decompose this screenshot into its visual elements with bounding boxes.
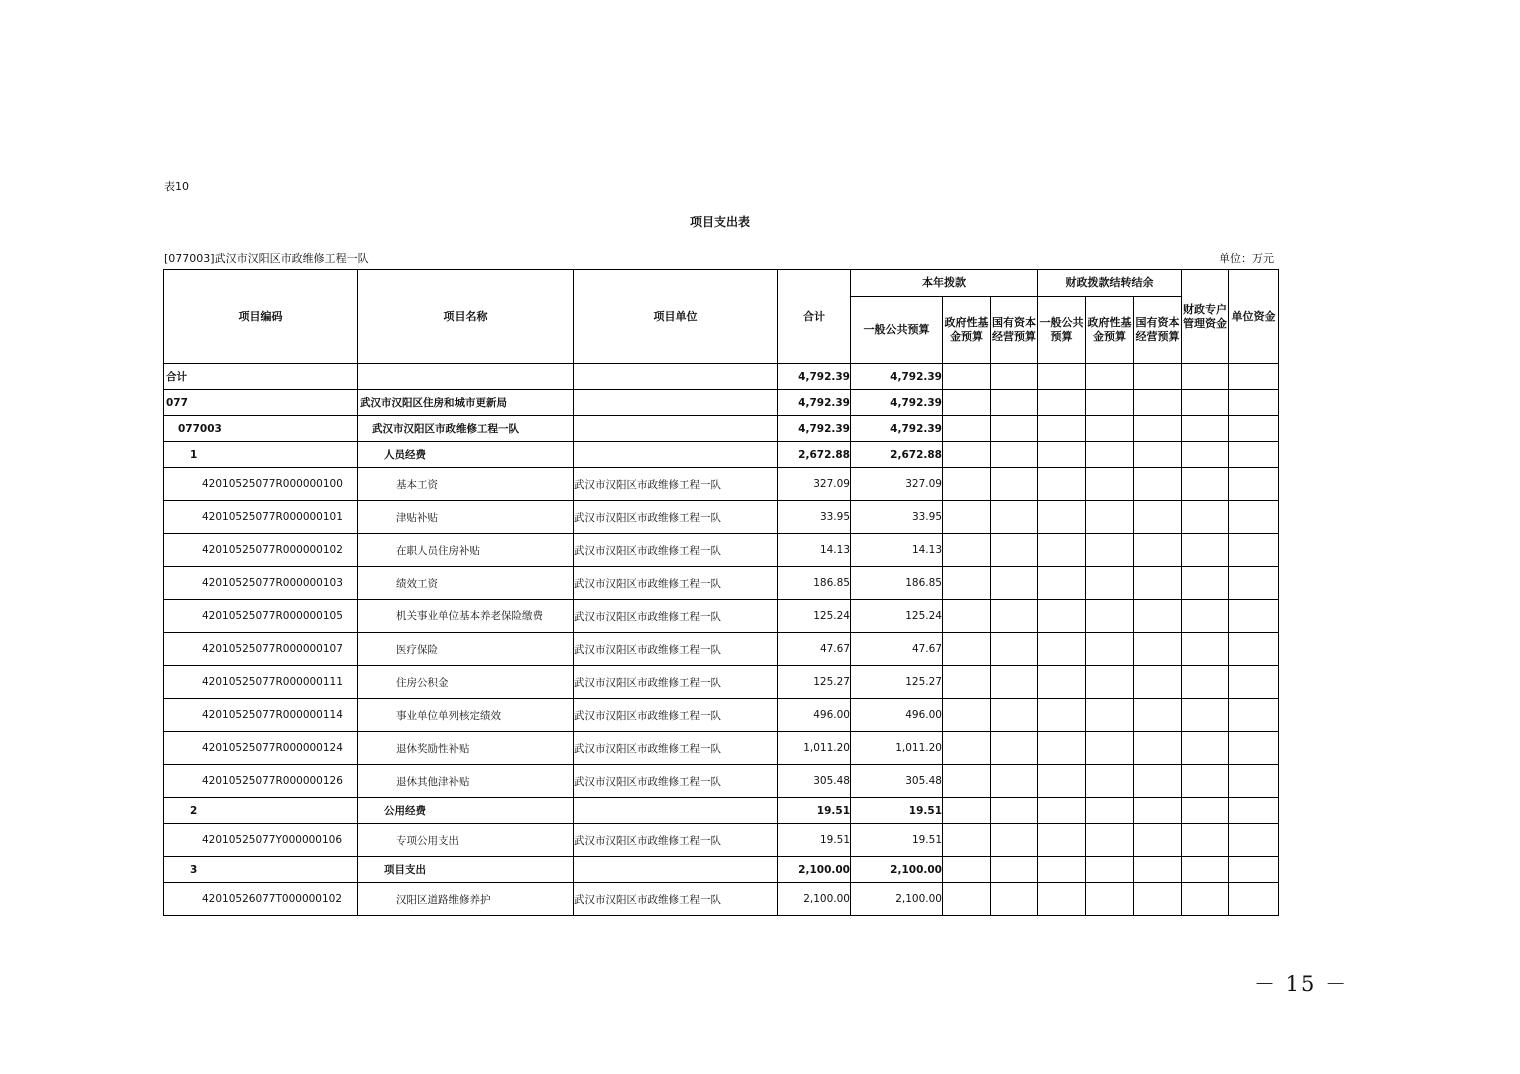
cell-empty — [1229, 442, 1279, 468]
cell-empty — [1182, 857, 1229, 883]
cell-empty — [1134, 798, 1182, 824]
table-row — [164, 534, 1279, 567]
header-general-budget-carryover: 一般公共预算 — [1038, 297, 1086, 364]
cell-empty — [1086, 442, 1134, 468]
cell-empty — [1229, 699, 1279, 732]
header-state-capital: 国有资本经营预算 — [991, 297, 1038, 364]
cell-empty — [1038, 534, 1086, 567]
cell-general-budget: 2,100.00 — [851, 883, 943, 916]
cell-empty — [1086, 501, 1134, 534]
cell-empty — [943, 699, 991, 732]
cell-empty — [1182, 633, 1229, 666]
cell-empty — [1038, 666, 1086, 699]
cell-name: 在职人员住房补贴 — [358, 534, 574, 567]
cell-empty — [991, 732, 1038, 765]
cell-total: 2,672.88 — [778, 442, 851, 468]
cell-empty — [1182, 534, 1229, 567]
cell-empty — [1134, 732, 1182, 765]
cell-empty — [991, 857, 1038, 883]
cell-empty — [1038, 468, 1086, 501]
page-title: 项目支出表 — [689, 215, 750, 229]
cell-empty — [1134, 567, 1182, 600]
cell-unit — [574, 416, 778, 442]
table-row — [164, 857, 1279, 883]
cell-empty — [1229, 824, 1279, 857]
header-unit: 项目单位 — [574, 270, 778, 364]
cell-empty — [1086, 567, 1134, 600]
cell-code: 42010525077R000000124 — [164, 732, 358, 765]
cell-empty — [943, 798, 991, 824]
cell-empty — [991, 534, 1038, 567]
cell-empty — [1229, 765, 1279, 798]
cell-name: 公用经费 — [358, 798, 574, 824]
cell-empty — [1038, 732, 1086, 765]
cell-name: 退休奖励性补贴 — [358, 732, 574, 765]
cell-empty — [1134, 416, 1182, 442]
cell-unit: 武汉市汉阳区市政维修工程一队 — [574, 765, 778, 798]
table-row — [164, 468, 1279, 501]
cell-empty — [943, 468, 991, 501]
cell-empty — [1182, 732, 1229, 765]
table-number: 表10 — [164, 180, 189, 193]
table-row — [164, 600, 1279, 633]
cell-empty — [1182, 666, 1229, 699]
cell-total: 125.24 — [778, 600, 851, 633]
cell-empty — [1038, 600, 1086, 633]
cell-total: 305.48 — [778, 765, 851, 798]
cell-empty — [1229, 468, 1279, 501]
table-row — [164, 364, 1279, 390]
table-row — [164, 798, 1279, 824]
cell-empty — [1229, 798, 1279, 824]
cell-general-budget: 19.51 — [851, 824, 943, 857]
cell-name — [358, 364, 574, 390]
cell-total: 327.09 — [778, 468, 851, 501]
table-row — [164, 416, 1279, 442]
cell-empty — [943, 666, 991, 699]
header-code: 项目编码 — [164, 270, 358, 364]
cell-name: 人员经费 — [358, 442, 574, 468]
cell-code: 42010525077Y000000106 — [164, 824, 358, 857]
cell-empty — [991, 824, 1038, 857]
organization-label: [077003]武汉市汉阳区市政维修工程一队 — [164, 252, 369, 265]
cell-empty — [943, 442, 991, 468]
cell-unit — [574, 442, 778, 468]
cell-empty — [1038, 567, 1086, 600]
cell-empty — [991, 442, 1038, 468]
cell-empty — [1229, 416, 1279, 442]
cell-empty — [1086, 600, 1134, 633]
cell-empty — [1086, 633, 1134, 666]
cell-empty — [991, 883, 1038, 916]
cell-empty — [1134, 824, 1182, 857]
cell-general-budget: 327.09 — [851, 468, 943, 501]
cell-empty — [943, 600, 991, 633]
cell-code: 42010525077R000000102 — [164, 534, 358, 567]
cell-general-budget: 2,100.00 — [851, 857, 943, 883]
cell-unit: 武汉市汉阳区市政维修工程一队 — [574, 824, 778, 857]
cell-unit — [574, 857, 778, 883]
cell-name: 专项公用支出 — [358, 824, 574, 857]
cell-empty — [943, 390, 991, 416]
table-row — [164, 732, 1279, 765]
cell-empty — [1182, 501, 1229, 534]
cell-general-budget: 33.95 — [851, 501, 943, 534]
cell-total: 4,792.39 — [778, 364, 851, 390]
cell-unit: 武汉市汉阳区市政维修工程一队 — [574, 534, 778, 567]
cell-empty — [1038, 883, 1086, 916]
cell-empty — [1134, 765, 1182, 798]
header-unit-fund: 单位资金 — [1229, 270, 1279, 364]
header-state-capital-carryover: 国有资本经营预算 — [1134, 297, 1182, 364]
cell-name: 医疗保险 — [358, 633, 574, 666]
cell-empty — [991, 567, 1038, 600]
cell-unit — [574, 364, 778, 390]
cell-empty — [1134, 534, 1182, 567]
cell-empty — [1086, 666, 1134, 699]
cell-general-budget: 186.85 — [851, 567, 943, 600]
cell-general-budget: 2,672.88 — [851, 442, 943, 468]
cell-empty — [991, 468, 1038, 501]
cell-name: 汉阳区道路维修养护 — [358, 883, 574, 916]
cell-empty — [1182, 600, 1229, 633]
cell-empty — [1038, 364, 1086, 390]
table-row — [164, 501, 1279, 534]
cell-general-budget: 125.24 — [851, 600, 943, 633]
cell-unit: 武汉市汉阳区市政维修工程一队 — [574, 567, 778, 600]
cell-empty — [943, 883, 991, 916]
cell-empty — [1086, 732, 1134, 765]
header-gov-fund-carryover: 政府性基金预算 — [1086, 297, 1134, 364]
header-carryover: 财政拨款结转结余 — [1038, 270, 1182, 297]
cell-empty — [1134, 442, 1182, 468]
cell-general-budget: 125.27 — [851, 666, 943, 699]
cell-empty — [1182, 765, 1229, 798]
cell-empty — [1229, 666, 1279, 699]
page-number: － 15 － — [1254, 972, 1349, 996]
cell-code: 42010525077R000000126 — [164, 765, 358, 798]
cell-empty — [1229, 732, 1279, 765]
cell-empty — [943, 567, 991, 600]
cell-empty — [991, 501, 1038, 534]
cell-unit: 武汉市汉阳区市政维修工程一队 — [574, 883, 778, 916]
table-row — [164, 633, 1279, 666]
cell-empty — [1182, 364, 1229, 390]
cell-empty — [1182, 798, 1229, 824]
cell-code: 42010525077R000000111 — [164, 666, 358, 699]
cell-empty — [1086, 468, 1134, 501]
cell-empty — [1086, 534, 1134, 567]
cell-unit: 武汉市汉阳区市政维修工程一队 — [574, 699, 778, 732]
cell-name: 住房公积金 — [358, 666, 574, 699]
cell-general-budget: 14.13 — [851, 534, 943, 567]
cell-code: 合计 — [164, 364, 358, 390]
cell-general-budget: 4,792.39 — [851, 364, 943, 390]
cell-empty — [991, 633, 1038, 666]
cell-empty — [991, 390, 1038, 416]
cell-total: 14.13 — [778, 534, 851, 567]
cell-empty — [1134, 468, 1182, 501]
cell-empty — [1229, 364, 1279, 390]
cell-name: 机关事业单位基本养老保险缴费 — [358, 600, 574, 633]
cell-name: 基本工资 — [358, 468, 574, 501]
cell-empty — [1229, 567, 1279, 600]
cell-empty — [1229, 857, 1279, 883]
cell-empty — [943, 534, 991, 567]
cell-code: 42010525077R000000101 — [164, 501, 358, 534]
cell-name: 退休其他津补贴 — [358, 765, 574, 798]
cell-empty — [1038, 633, 1086, 666]
cell-unit: 武汉市汉阳区市政维修工程一队 — [574, 501, 778, 534]
table-row — [164, 699, 1279, 732]
cell-general-budget: 1,011.20 — [851, 732, 943, 765]
cell-unit — [574, 798, 778, 824]
cell-empty — [1229, 600, 1279, 633]
cell-total: 19.51 — [778, 824, 851, 857]
cell-code: 42010525077R000000105 — [164, 600, 358, 633]
cell-code: 42010526077T000000102 — [164, 883, 358, 916]
cell-total: 33.95 — [778, 501, 851, 534]
cell-name: 绩效工资 — [358, 567, 574, 600]
cell-empty — [1134, 666, 1182, 699]
cell-total: 47.67 — [778, 633, 851, 666]
cell-total: 496.00 — [778, 699, 851, 732]
cell-empty — [1134, 857, 1182, 883]
cell-code: 42010525077R000000107 — [164, 633, 358, 666]
cell-empty — [1038, 501, 1086, 534]
cell-empty — [943, 732, 991, 765]
cell-empty — [1086, 857, 1134, 883]
cell-empty — [1182, 883, 1229, 916]
cell-empty — [991, 666, 1038, 699]
cell-empty — [1086, 416, 1134, 442]
cell-unit: 武汉市汉阳区市政维修工程一队 — [574, 633, 778, 666]
cell-general-budget: 4,792.39 — [851, 416, 943, 442]
cell-empty — [1229, 501, 1279, 534]
header-current-year: 本年拨款 — [851, 270, 1038, 297]
header-name: 项目名称 — [358, 270, 574, 364]
table-row — [164, 567, 1279, 600]
cell-empty — [1086, 364, 1134, 390]
header-general-budget: 一般公共预算 — [851, 297, 943, 364]
cell-empty — [1134, 390, 1182, 416]
header-total: 合计 — [778, 270, 851, 364]
cell-empty — [1182, 468, 1229, 501]
cell-general-budget: 19.51 — [851, 798, 943, 824]
cell-name: 武汉市汉阳区市政维修工程一队 — [358, 416, 574, 442]
cell-empty — [991, 798, 1038, 824]
cell-empty — [991, 364, 1038, 390]
cell-empty — [1038, 442, 1086, 468]
cell-name: 项目支出 — [358, 857, 574, 883]
cell-empty — [991, 699, 1038, 732]
cell-code: 42010525077R000000103 — [164, 567, 358, 600]
cell-unit: 武汉市汉阳区市政维修工程一队 — [574, 732, 778, 765]
cell-empty — [1182, 699, 1229, 732]
cell-empty — [1038, 824, 1086, 857]
cell-code: 3 — [164, 857, 358, 883]
cell-empty — [1134, 633, 1182, 666]
cell-general-budget: 305.48 — [851, 765, 943, 798]
cell-empty — [1134, 600, 1182, 633]
cell-empty — [1038, 416, 1086, 442]
cell-empty — [1229, 534, 1279, 567]
cell-empty — [1182, 390, 1229, 416]
cell-empty — [1038, 390, 1086, 416]
project-expenditure-table — [163, 269, 1279, 916]
cell-empty — [1182, 442, 1229, 468]
cell-code: 2 — [164, 798, 358, 824]
table-row — [164, 824, 1279, 857]
header-gov-fund: 政府性基金预算 — [943, 297, 991, 364]
cell-empty — [1038, 699, 1086, 732]
cell-total: 4,792.39 — [778, 390, 851, 416]
cell-general-budget: 496.00 — [851, 699, 943, 732]
cell-empty — [943, 824, 991, 857]
cell-name: 津贴补贴 — [358, 501, 574, 534]
cell-code: 42010525077R000000100 — [164, 468, 358, 501]
cell-empty — [943, 857, 991, 883]
cell-unit: 武汉市汉阳区市政维修工程一队 — [574, 666, 778, 699]
cell-empty — [1182, 824, 1229, 857]
cell-empty — [1086, 883, 1134, 916]
cell-empty — [991, 600, 1038, 633]
cell-total: 2,100.00 — [778, 857, 851, 883]
cell-empty — [1086, 824, 1134, 857]
cell-empty — [943, 416, 991, 442]
cell-empty — [1229, 633, 1279, 666]
cell-empty — [1229, 883, 1279, 916]
cell-empty — [1134, 699, 1182, 732]
cell-unit — [574, 390, 778, 416]
cell-code: 077 — [164, 390, 358, 416]
cell-unit: 武汉市汉阳区市政维修工程一队 — [574, 468, 778, 501]
cell-empty — [1134, 501, 1182, 534]
cell-empty — [1182, 567, 1229, 600]
cell-empty — [1134, 883, 1182, 916]
cell-total: 4,792.39 — [778, 416, 851, 442]
cell-empty — [943, 633, 991, 666]
cell-empty — [1134, 364, 1182, 390]
cell-general-budget: 4,792.39 — [851, 390, 943, 416]
cell-empty — [1182, 416, 1229, 442]
cell-empty — [1038, 798, 1086, 824]
cell-empty — [1229, 390, 1279, 416]
table-row — [164, 442, 1279, 468]
table-row — [164, 883, 1279, 916]
cell-total: 186.85 — [778, 567, 851, 600]
cell-empty — [1086, 699, 1134, 732]
cell-total: 1,011.20 — [778, 732, 851, 765]
cell-total: 19.51 — [778, 798, 851, 824]
table-row — [164, 765, 1279, 798]
table-row — [164, 666, 1279, 699]
cell-unit: 武汉市汉阳区市政维修工程一队 — [574, 600, 778, 633]
table-row — [164, 390, 1279, 416]
cell-empty — [1086, 798, 1134, 824]
cell-general-budget: 47.67 — [851, 633, 943, 666]
cell-code: 42010525077R000000114 — [164, 699, 358, 732]
cell-empty — [991, 765, 1038, 798]
unit-label: 单位：万元 — [1219, 252, 1274, 265]
cell-empty — [1086, 390, 1134, 416]
header-special-account: 财政专户管理资金 — [1182, 270, 1229, 364]
cell-name: 事业单位单列核定绩效 — [358, 699, 574, 732]
cell-empty — [991, 416, 1038, 442]
cell-empty — [1038, 765, 1086, 798]
cell-name: 武汉市汉阳区住房和城市更新局 — [358, 390, 574, 416]
cell-empty — [943, 765, 991, 798]
cell-empty — [1086, 765, 1134, 798]
cell-empty — [1038, 857, 1086, 883]
cell-code: 077003 — [164, 416, 358, 442]
cell-total: 2,100.00 — [778, 883, 851, 916]
cell-empty — [943, 364, 991, 390]
cell-code: 1 — [164, 442, 358, 468]
cell-empty — [943, 501, 991, 534]
cell-total: 125.27 — [778, 666, 851, 699]
